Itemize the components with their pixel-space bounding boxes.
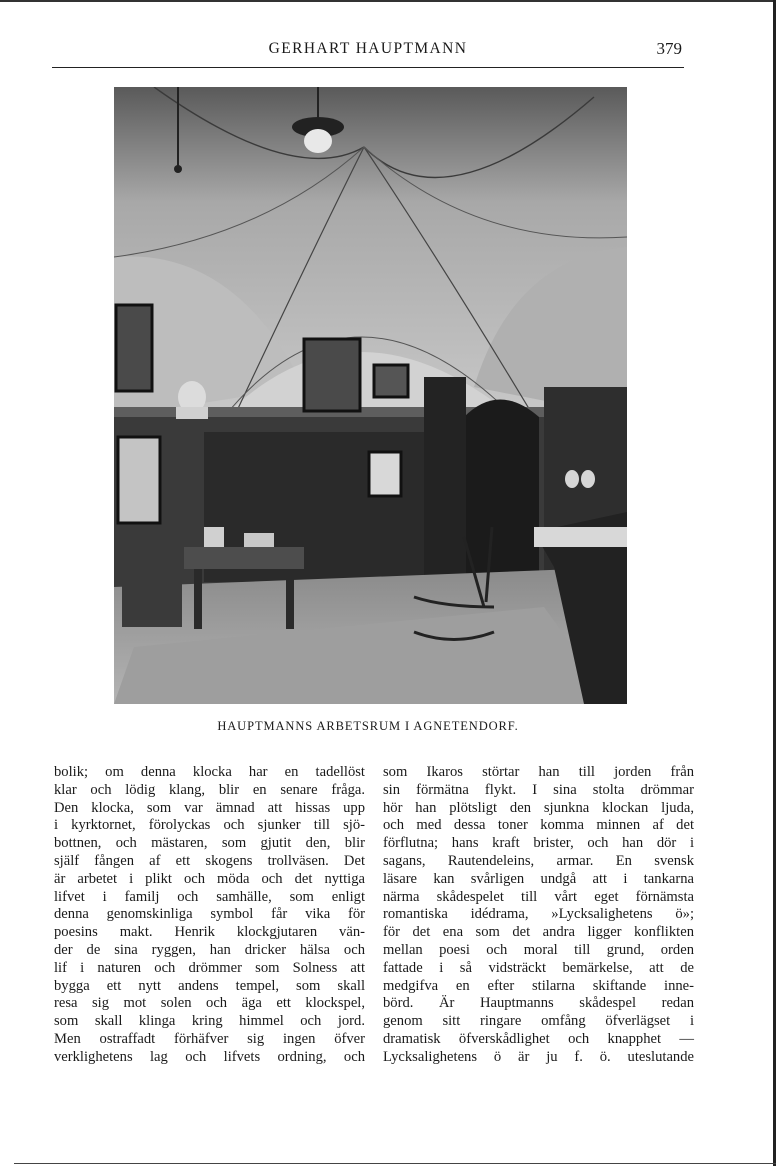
text-column-left <box>54 764 365 1067</box>
text-line: der de sina ryggen, han dricker hälsa och <box>54 941 365 958</box>
text-line: börd. Är Hauptmanns skådespel redan <box>383 995 694 1012</box>
text-line: dramatisk öfverskådlighet och knapphet — <box>383 1030 694 1047</box>
text-line: som skall klinga kring himmel och jord. <box>54 1013 365 1030</box>
text-line: är arbetet i plikt och möda och det nyttiga <box>54 870 365 887</box>
text-line: lifvet i familj och samhälle, som enligt <box>54 888 365 905</box>
page-bottom-rule <box>14 1163 776 1164</box>
text-line: själf fången af ett skogens trollväsen. Det <box>54 852 365 869</box>
text-line: läsare kan svårligen undgå att i tankarna <box>383 870 694 887</box>
text-line: bottnen, och mästaren, som gjutit den, blir <box>54 835 365 852</box>
page-header <box>52 38 684 66</box>
text-line: i kyrktornet, förolyckas och sjunker till sjö- <box>54 817 365 834</box>
text-line: Lycksalighetens ö är ju f. ö. uteslutande <box>383 1048 694 1065</box>
text-line: sagans, Rautendeleins, armar. En svensk <box>383 852 694 869</box>
text-line: klar och lödig klang, blir en senare fråga. <box>54 781 365 798</box>
text-line: för det ena som det andra ligger konflikten <box>383 924 694 941</box>
text-line: lif i naturen och drömmer som Solness att <box>54 959 365 976</box>
text-line: sin förmätna flykt. I sina stolta drömmar <box>383 781 694 798</box>
text-line: förflutna; hans kraft brister, och han dör i <box>383 835 694 852</box>
text-line: mellan poesi och moral till grund, orden <box>383 941 694 958</box>
photograph-study-room <box>114 87 627 704</box>
text-line: och med dessa toner komma minnen af det <box>383 817 694 834</box>
text-line: fattade i så vidsträckt bemärkelse, att de <box>383 959 694 976</box>
text-line: genom sitt ringare omfång öfverlägset i <box>383 1013 694 1030</box>
photograph-icon <box>114 87 627 704</box>
text-line: resa sig mot solen och äga ett klockspel, <box>54 995 365 1012</box>
figure-caption: HAUPTMANNS ARBETSRUM I AGNETENDORF. <box>217 719 519 733</box>
text-line: romantiska idédrama, »Lycksalighetens ö»; <box>383 906 694 923</box>
page-top-edge <box>0 0 776 2</box>
text-line: bygga ett nytt andens tempel, som skall <box>54 977 365 994</box>
text-line: närma skådespelet till vårt eget förnämsta <box>383 888 694 905</box>
header-rule <box>52 67 684 68</box>
text-line: bolik; om denna klocka har en tadellöst <box>54 764 365 780</box>
text-line: denna genomskinliga symbol får vika för <box>54 906 365 923</box>
page-number: 379 <box>656 39 682 58</box>
text-line: Den klocka, som var ämnad att hissas upp <box>54 799 365 816</box>
text-column-right <box>383 764 694 1067</box>
text-line: verklighetens lag och lifvets ordning, och <box>54 1048 365 1065</box>
text-line: medgifva en efter stilarna skiftande inne- <box>383 977 694 994</box>
text-line: som Ikaros störtar han till jorden från <box>383 764 694 780</box>
text-line: Men ostraffadt förhäfver sig ingen öfver <box>54 1030 365 1047</box>
running-title: GERHART HAUPTMANN <box>268 40 468 57</box>
text-line: hör han plötsligt den sjunkna klockan ljuda, <box>383 799 694 816</box>
text-line: poesins makt. Henrik klockgjutaren vän- <box>54 924 365 941</box>
